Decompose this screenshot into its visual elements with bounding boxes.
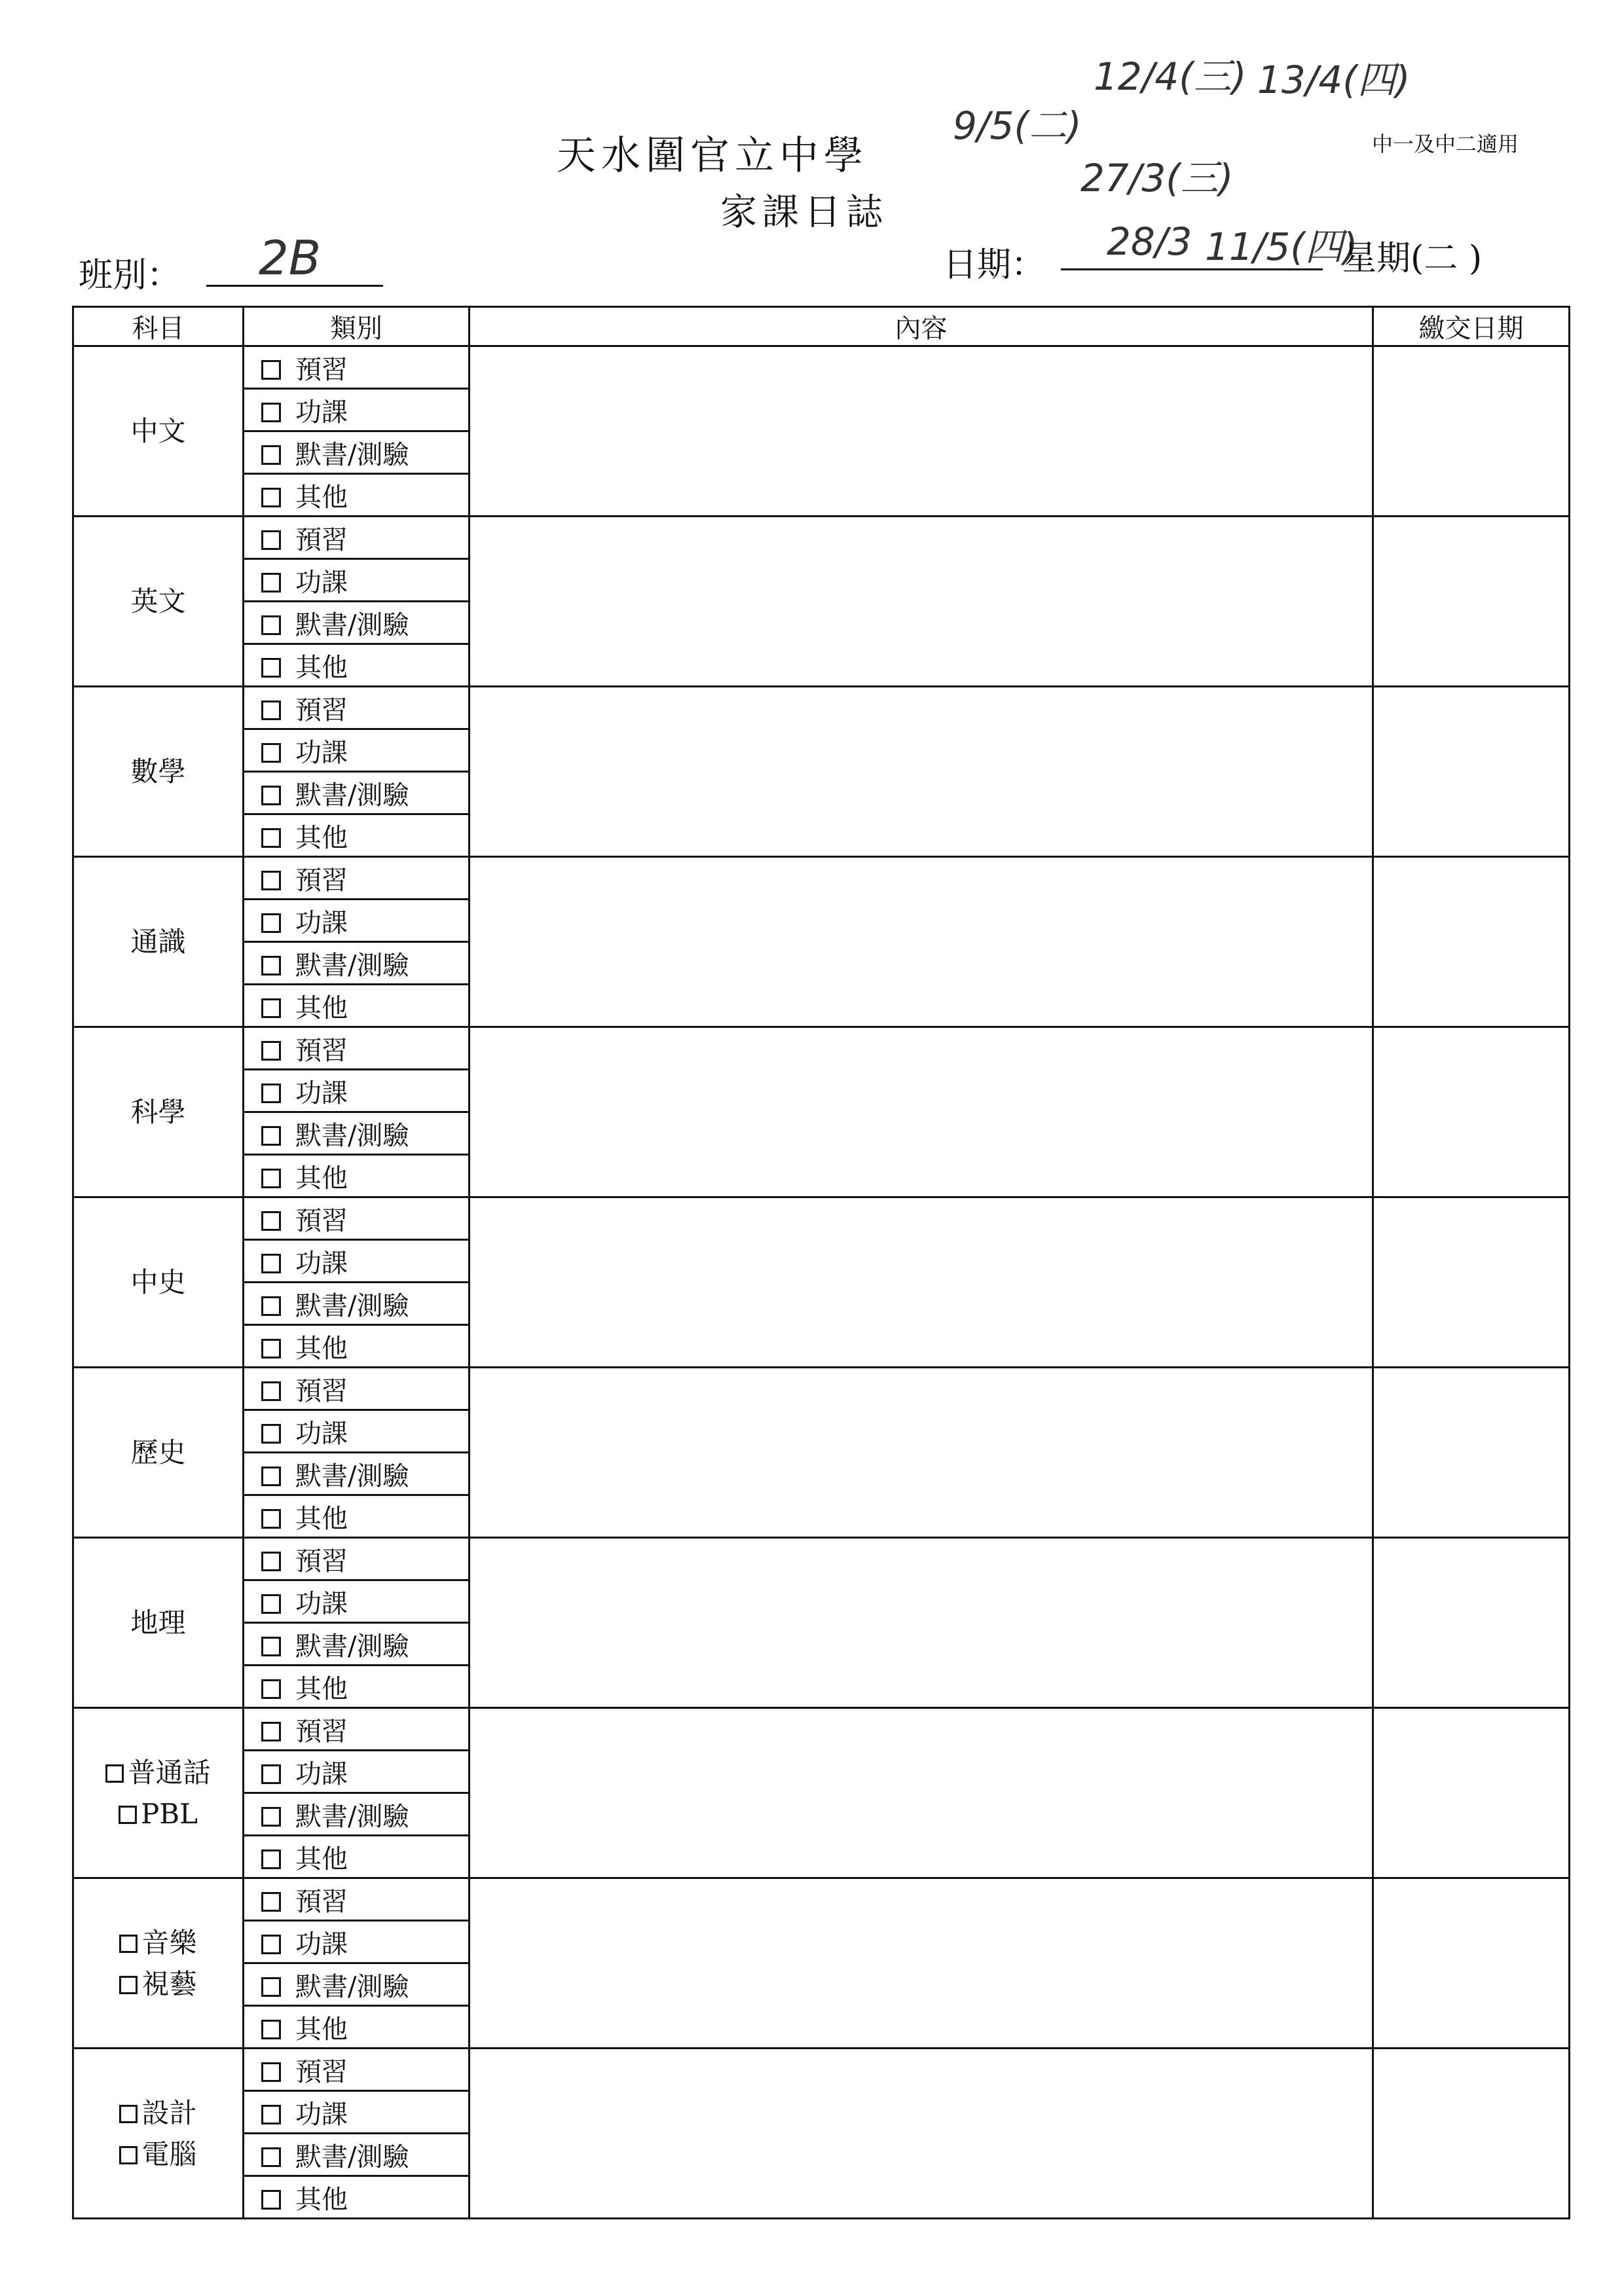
content-cell[interactable] [470,2049,1373,2219]
category-label: 默書/測驗 [295,1120,409,1151]
category-option[interactable] [244,1368,470,1410]
category-label: 預習 [295,1546,348,1576]
checkbox-icon[interactable] [261,1594,281,1614]
subject-cell[interactable] [73,1708,244,1878]
category-option[interactable] [244,1410,470,1453]
checkbox-icon[interactable] [261,1041,281,1061]
subject-label: 音樂 [141,1926,197,1959]
category-label: 其他 [295,822,348,853]
due-date-cell[interactable] [1373,2049,1570,2219]
category-label: 預習 [295,524,348,555]
category-option[interactable] [244,1623,470,1666]
form-title: 家課日誌 [720,191,888,234]
category-option[interactable] [244,389,470,431]
checkbox-icon[interactable] [261,743,281,763]
category-option[interactable] [244,857,470,900]
category-label: 其他 [295,1673,348,1704]
subject-cell [73,517,244,687]
category-option[interactable] [244,2134,470,2176]
subject-cell [73,346,244,517]
subject-label: PBL [140,1797,198,1830]
category-option[interactable] [244,1495,470,1538]
category-option[interactable] [244,1921,470,1963]
date-value[interactable]: 11/5(四) [1205,225,1358,269]
category-label: 預習 [295,1376,348,1406]
content-cell[interactable] [470,1027,1373,1197]
due-date-cell[interactable] [1373,1027,1570,1197]
table-row [73,517,1570,559]
checkbox-icon[interactable] [261,1254,281,1273]
category-label: 功課 [295,1758,348,1789]
checkbox-icon[interactable] [261,2062,281,2082]
subject-cell [73,1197,244,1368]
category-option[interactable] [244,985,470,1027]
category-option[interactable] [244,1963,470,2006]
content-cell[interactable] [470,857,1373,1027]
subject-cell[interactable] [73,2049,244,2219]
category-option[interactable] [244,602,470,644]
applicability-note: 中一及中二適用 [1372,132,1519,156]
handwritten-date: 27/3(三) [1080,156,1234,200]
category-option[interactable] [244,1793,470,1836]
checkbox-icon[interactable] [119,2105,138,2123]
content-cell[interactable] [470,1197,1373,1368]
category-label: 默書/測驗 [295,1971,409,2002]
checkbox-icon[interactable] [119,1935,138,1953]
subject-option [74,921,242,962]
subject-label: 數學 [130,756,186,788]
checkbox-icon[interactable] [261,1935,281,1954]
subject-option [74,1262,242,1303]
checkbox-icon[interactable] [261,1084,281,1103]
checkbox-icon[interactable] [261,445,281,465]
category-option[interactable] [244,1878,470,1921]
due-date-cell[interactable] [1373,517,1570,687]
table-row [73,1027,1570,1070]
subject-option[interactable] [74,1963,242,2005]
due-date-cell[interactable] [1373,1368,1570,1538]
category-label: 功課 [295,1929,348,1959]
checkbox-icon[interactable] [261,658,281,678]
subject-option [74,581,242,622]
handwritten-date: 12/4(三) [1094,54,1247,99]
category-option[interactable] [244,1538,470,1580]
subject-label: 中文 [130,415,186,447]
category-option[interactable] [244,1027,470,1070]
category-label: 其他 [295,993,348,1023]
handwritten-date: 13/4(四) [1257,58,1411,102]
category-label: 默書/測驗 [295,1290,409,1321]
checkbox-icon[interactable] [261,1467,281,1486]
category-option[interactable] [244,1155,470,1197]
date-value[interactable]: 28/3 [1107,219,1192,264]
category-label: 其他 [295,1163,348,1194]
checkbox-icon[interactable] [261,615,281,635]
class-value[interactable]: 2B [259,230,322,285]
checkbox-icon[interactable] [261,701,281,720]
content-cell[interactable] [470,687,1373,857]
content-cell[interactable] [470,346,1373,517]
category-option[interactable] [244,1666,470,1708]
table-row [73,1368,1570,1410]
subject-option[interactable] [74,2092,242,2134]
due-date-cell[interactable] [1373,857,1570,1027]
subject-label: 歷史 [130,1436,186,1468]
category-label: 其他 [295,2184,348,2215]
table-row [73,1538,1570,1580]
category-option[interactable] [244,1112,470,1155]
checkbox-icon[interactable] [261,1211,281,1231]
category-label: 功課 [295,567,348,598]
subject-option [74,1091,242,1133]
category-label: 默書/測驗 [295,439,409,470]
table-row [73,857,1570,900]
category-option[interactable] [244,1580,470,1623]
category-label: 功課 [295,1078,348,1108]
category-option[interactable] [244,2006,470,2049]
subject-option [74,1602,242,1643]
category-option[interactable] [244,2091,470,2134]
table-header-row [73,307,1570,346]
category-label: 功課 [295,737,348,768]
category-option[interactable] [244,644,470,687]
category-label: 默書/測驗 [295,2141,409,2172]
column-header-due-date: 繳交日期 [1373,307,1570,346]
checkbox-icon[interactable] [105,1764,124,1783]
checkbox-icon[interactable] [261,786,281,805]
category-option[interactable] [244,474,470,517]
checkbox-icon[interactable] [261,2190,281,2210]
category-option[interactable] [244,1453,470,1495]
checkbox-icon[interactable] [261,530,281,550]
category-label: 功課 [295,1418,348,1449]
category-option[interactable] [244,1283,470,1325]
category-label: 功課 [295,1248,348,1279]
table-row [73,346,1570,389]
table-row [73,1878,1570,1921]
due-date-cell[interactable] [1373,1878,1570,2049]
category-option[interactable] [244,814,470,857]
category-label: 其他 [295,1503,348,1534]
subject-option[interactable] [74,1793,242,1834]
category-label: 默書/測驗 [295,1461,409,1491]
content-cell[interactable] [470,1878,1373,2049]
due-date-cell[interactable] [1373,346,1570,517]
category-label: 默書/測驗 [295,610,409,640]
category-label: 其他 [295,1333,348,1364]
category-label: 預習 [295,1886,348,1917]
checkbox-icon[interactable] [261,1339,281,1358]
checkbox-icon[interactable] [261,1552,281,1571]
content-cell[interactable] [470,1538,1373,1708]
category-label: 預習 [295,695,348,725]
category-label: 其他 [295,1844,348,1874]
checkbox-icon[interactable] [261,1850,281,1869]
category-label: 預習 [295,1035,348,1066]
table-body [73,346,1570,2219]
checkbox-icon[interactable] [261,1764,281,1784]
checkbox-icon[interactable] [261,1381,281,1401]
checkbox-icon[interactable] [261,956,281,975]
category-option[interactable] [244,900,470,942]
category-label: 默書/測驗 [295,1631,409,1662]
subject-option[interactable] [74,1752,242,1793]
column-header-category: 類別 [244,307,470,346]
checkbox-icon[interactable] [261,488,281,507]
category-label: 默書/測驗 [295,1801,409,1832]
category-label: 功課 [295,1588,348,1619]
subject-label: 視藝 [141,1967,197,2000]
category-label: 功課 [295,397,348,428]
checkbox-icon[interactable] [261,2147,281,2167]
table-row [73,1197,1570,1240]
checkbox-icon[interactable] [261,1637,281,1656]
checkbox-icon[interactable] [261,2020,281,2039]
subject-option[interactable] [74,1922,242,1963]
class-label: 班別： [79,256,181,295]
date-label: 日期： [943,246,1046,285]
category-option[interactable] [244,772,470,814]
checkbox-icon[interactable] [261,1169,281,1188]
category-option[interactable] [244,346,470,389]
category-option[interactable] [244,559,470,602]
category-option[interactable] [244,729,470,772]
content-cell[interactable] [470,1368,1373,1538]
content-cell[interactable] [470,1708,1373,1878]
checkbox-icon[interactable] [261,360,281,380]
subject-option [74,410,242,452]
category-label: 其他 [295,482,348,513]
subject-option [74,751,242,792]
checkbox-icon[interactable] [261,403,281,422]
column-header-content: 內容 [470,307,1373,346]
subject-label: 科學 [130,1096,186,1128]
subject-label: 設計 [141,2096,197,2129]
category-option[interactable] [244,1325,470,1368]
table-row [73,687,1570,729]
checkbox-icon[interactable] [261,1296,281,1316]
school-name: 天水圍官立中學 [557,133,868,179]
category-label: 其他 [295,652,348,683]
category-label: 功課 [295,907,348,938]
checkbox-icon[interactable] [261,871,281,890]
subject-label: 英文 [130,585,186,617]
checkbox-icon[interactable] [119,1806,137,1824]
checkbox-icon[interactable] [261,1126,281,1146]
subject-label: 電腦 [141,2138,197,2170]
category-option[interactable] [244,517,470,559]
category-option[interactable] [244,1836,470,1878]
category-label: 預習 [295,1716,348,1747]
category-label: 默書/測驗 [295,780,409,811]
subject-label: 地理 [130,1607,186,1639]
category-option[interactable] [244,942,470,985]
category-label: 其他 [295,2014,348,2045]
checkbox-icon[interactable] [261,913,281,933]
subject-label: 通識 [130,926,186,958]
category-option[interactable] [244,1708,470,1751]
due-date-cell[interactable] [1373,1538,1570,1708]
checkbox-icon[interactable] [261,1722,281,1741]
due-date-cell[interactable] [1373,1708,1570,1878]
checkbox-icon[interactable] [261,1509,281,1529]
category-option[interactable] [244,2049,470,2091]
subject-label: 中史 [130,1266,186,1298]
category-label: 默書/測驗 [295,950,409,981]
checkbox-icon[interactable] [261,1807,281,1827]
category-option[interactable] [244,1751,470,1793]
category-label: 預習 [295,1205,348,1236]
subject-cell [73,687,244,857]
checkbox-icon[interactable] [261,1977,281,1997]
subject-cell [73,857,244,1027]
category-option[interactable] [244,687,470,729]
homework-log-table [72,306,1570,2219]
subject-cell [73,1027,244,1197]
category-label: 預習 [295,2056,348,2087]
subject-cell [73,1538,244,1708]
handwritten-date: 9/5(二) [953,103,1082,148]
category-option[interactable] [244,1070,470,1112]
category-label: 預習 [295,354,348,385]
table-row [73,1708,1570,1751]
weekday-field[interactable]: 星期(二 ) [1342,239,1483,278]
subject-cell [73,1368,244,1538]
subject-option[interactable] [74,2134,242,2175]
checkbox-icon[interactable] [261,998,281,1018]
subject-option [74,1432,242,1473]
column-header-subject: 科目 [73,307,244,346]
checkbox-icon[interactable] [261,1679,281,1699]
due-date-cell[interactable] [1373,1197,1570,1368]
due-date-cell[interactable] [1373,687,1570,857]
checkbox-icon[interactable] [261,1892,281,1912]
content-cell[interactable] [470,517,1373,687]
category-label: 功課 [295,2099,348,2130]
category-label: 預習 [295,865,348,896]
category-option[interactable] [244,1197,470,1240]
subject-cell[interactable] [73,1878,244,2049]
checkbox-icon[interactable] [119,2146,138,2164]
category-option[interactable] [244,1240,470,1283]
checkbox-icon[interactable] [261,1424,281,1444]
subject-label: 普通話 [128,1756,211,1789]
checkbox-icon[interactable] [261,573,281,592]
checkbox-icon[interactable] [261,828,281,848]
category-option[interactable] [244,2176,470,2219]
category-option[interactable] [244,431,470,474]
checkbox-icon[interactable] [119,1976,138,1994]
table-row [73,2049,1570,2091]
checkbox-icon[interactable] [261,2105,281,2124]
